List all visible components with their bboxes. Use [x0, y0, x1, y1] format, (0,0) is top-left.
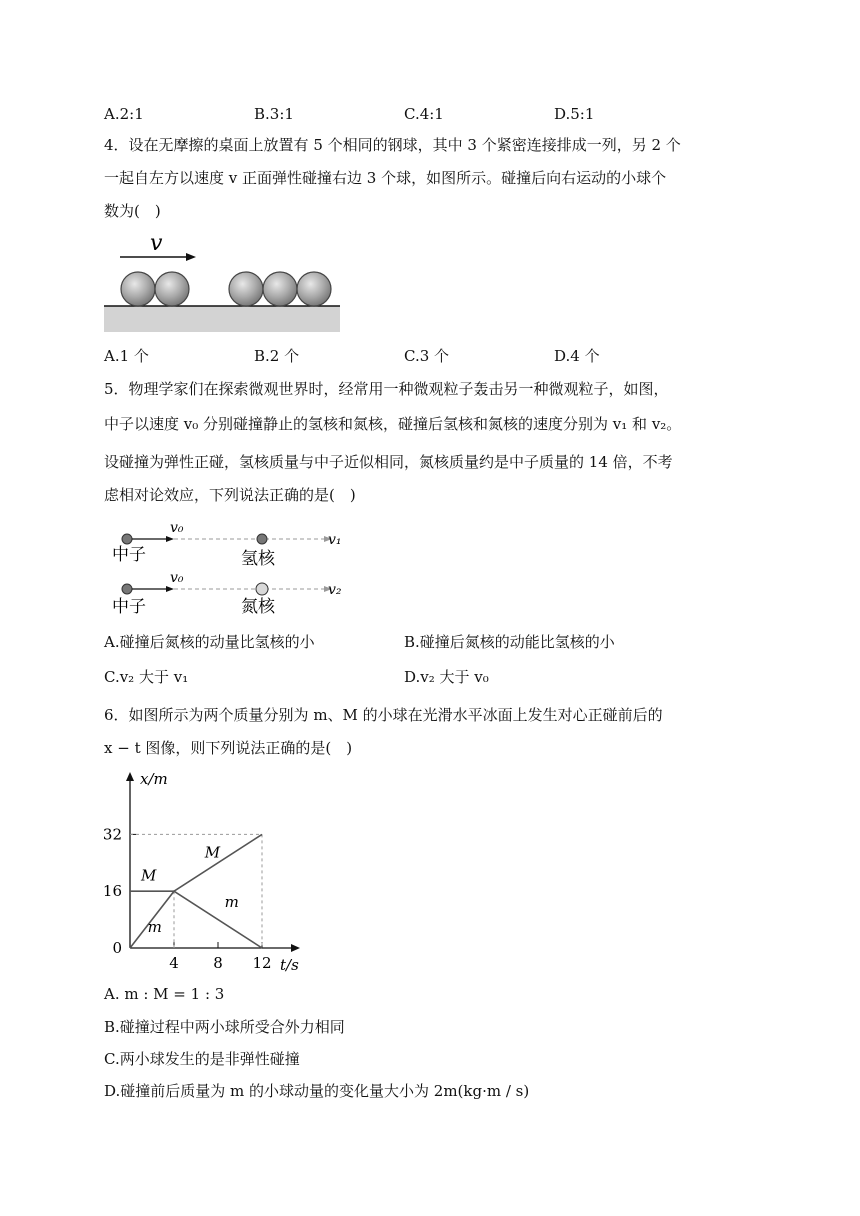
- q3-option-c[interactable]: C.4:1: [404, 105, 444, 123]
- q5-option-b[interactable]: B.碰撞后氮核的动能比氢核的小: [404, 633, 615, 651]
- q3-option-b[interactable]: B.3:1: [254, 105, 294, 123]
- v0-label-1: v₀: [170, 520, 184, 536]
- moving-ball-2: [155, 272, 189, 306]
- q6-option-a[interactable]: A. m : M = 1 : 3: [104, 985, 225, 1003]
- q6-stem-line-1: 6．如图所示为两个质量分别为 m、M 的小球在光滑水平冰面上发生对心正碰前后的: [104, 706, 663, 724]
- y-tick-label-16: 16: [102, 882, 122, 901]
- x-axis-arrow: [291, 944, 300, 952]
- series-annotation-M: M: [204, 843, 221, 862]
- nitrogen-ball: [256, 583, 268, 595]
- hydrogen-label: 氢核: [241, 549, 275, 569]
- y-tick-label-0: 0: [112, 939, 122, 957]
- x-axis-label: t/s: [280, 956, 299, 974]
- y-axis-arrow: [126, 772, 134, 781]
- q3-option-a[interactable]: A.2:1: [104, 105, 144, 123]
- q5-stem-line-3: 设碰撞为弹性正碰，氢核质量与中子近似相同，氮核质量约是中子质量的 14 倍，不考: [104, 453, 673, 471]
- velocity-arrow-head: [186, 253, 196, 261]
- q6-stem-line-2: x − t 图像，则下列说法正确的是( ): [104, 739, 353, 757]
- x-tick-label-12: 12: [252, 954, 272, 972]
- v0-arrow-head-2: [166, 586, 174, 592]
- x-tick-label-4: 4: [169, 954, 179, 972]
- q3-option-d[interactable]: D.5:1: [554, 105, 595, 123]
- v1-label: v₁: [328, 532, 342, 548]
- q4-steel-balls-figure: [104, 228, 340, 332]
- neutron-label-2: 中子: [112, 597, 146, 617]
- nitrogen-label: 氮核: [241, 597, 275, 617]
- v0-arrow-head-1: [166, 536, 174, 542]
- q4-option-a[interactable]: A.1 个: [104, 347, 149, 365]
- series-annotation-m: m: [147, 918, 162, 937]
- v0-label-2: v₀: [170, 570, 184, 586]
- y-tick-label-32: 32: [102, 825, 122, 844]
- velocity-label: v: [150, 231, 163, 256]
- q4-stem-line-2: 一起自左方以速度 v 正面弹性碰撞右边 3 个球，如图所示。碰撞后向右运动的小球个: [104, 169, 667, 187]
- series-annotation-M: M: [141, 866, 157, 885]
- q4-stem-line-1: 4．设在无摩擦的桌面上放置有 5 个相同的钢球，其中 3 个紧密连接排成一列，另 2 个: [104, 136, 681, 154]
- q5-option-c[interactable]: C.v₂ 大于 v₁: [104, 668, 189, 686]
- resting-ball-2: [263, 272, 297, 306]
- neutron-ball-1: [122, 534, 132, 544]
- moving-ball-1: [121, 272, 155, 306]
- y-axis-label: x/m: [140, 770, 168, 788]
- q5-collision-figure: [104, 514, 364, 624]
- q5-stem-line-2: 中子以速度 v₀ 分别碰撞静止的氢核和氮核，碰撞后氢核和氮核的速度分别为 v₁ 和 v₂。: [104, 415, 682, 433]
- q6-option-b[interactable]: B.碰撞过程中两小球所受合外力相同: [104, 1018, 345, 1036]
- x-tick-label-8: 8: [213, 954, 223, 972]
- q5-option-d[interactable]: D.v₂ 大于 v₀: [404, 668, 489, 686]
- resting-ball-1: [229, 272, 263, 306]
- resting-ball-3: [297, 272, 331, 306]
- q6-option-c[interactable]: C.两小球发生的是非弹性碰撞: [104, 1050, 300, 1068]
- v2-label: v₂: [328, 582, 342, 598]
- q4-stem-line-3: 数为( ): [104, 202, 161, 220]
- neutron-ball-2: [122, 584, 132, 594]
- series-annotation-m: m: [224, 893, 239, 912]
- q4-option-c[interactable]: C.3 个: [404, 347, 450, 365]
- q5-stem-line-1: 5．物理学家们在探索微观世界时，经常用一种微观粒子轰击另一种微观粒子，如图，: [104, 380, 669, 398]
- hydrogen-ball: [257, 534, 267, 544]
- table-surface: [104, 306, 340, 332]
- q5-stem-line-4: 虑相对论效应，下列说法正确的是( ): [104, 486, 356, 504]
- q4-option-b[interactable]: B.2 个: [254, 347, 300, 365]
- q5-option-a[interactable]: A.碰撞后氮核的动量比氢核的小: [104, 633, 315, 651]
- neutron-label-1: 中子: [112, 545, 146, 565]
- q6-option-d[interactable]: D.碰撞前后质量为 m 的小球动量的变化量大小为 2m(kg·m / s): [104, 1082, 530, 1100]
- q4-option-d[interactable]: D.4 个: [554, 347, 600, 365]
- xt-graph: [100, 768, 390, 976]
